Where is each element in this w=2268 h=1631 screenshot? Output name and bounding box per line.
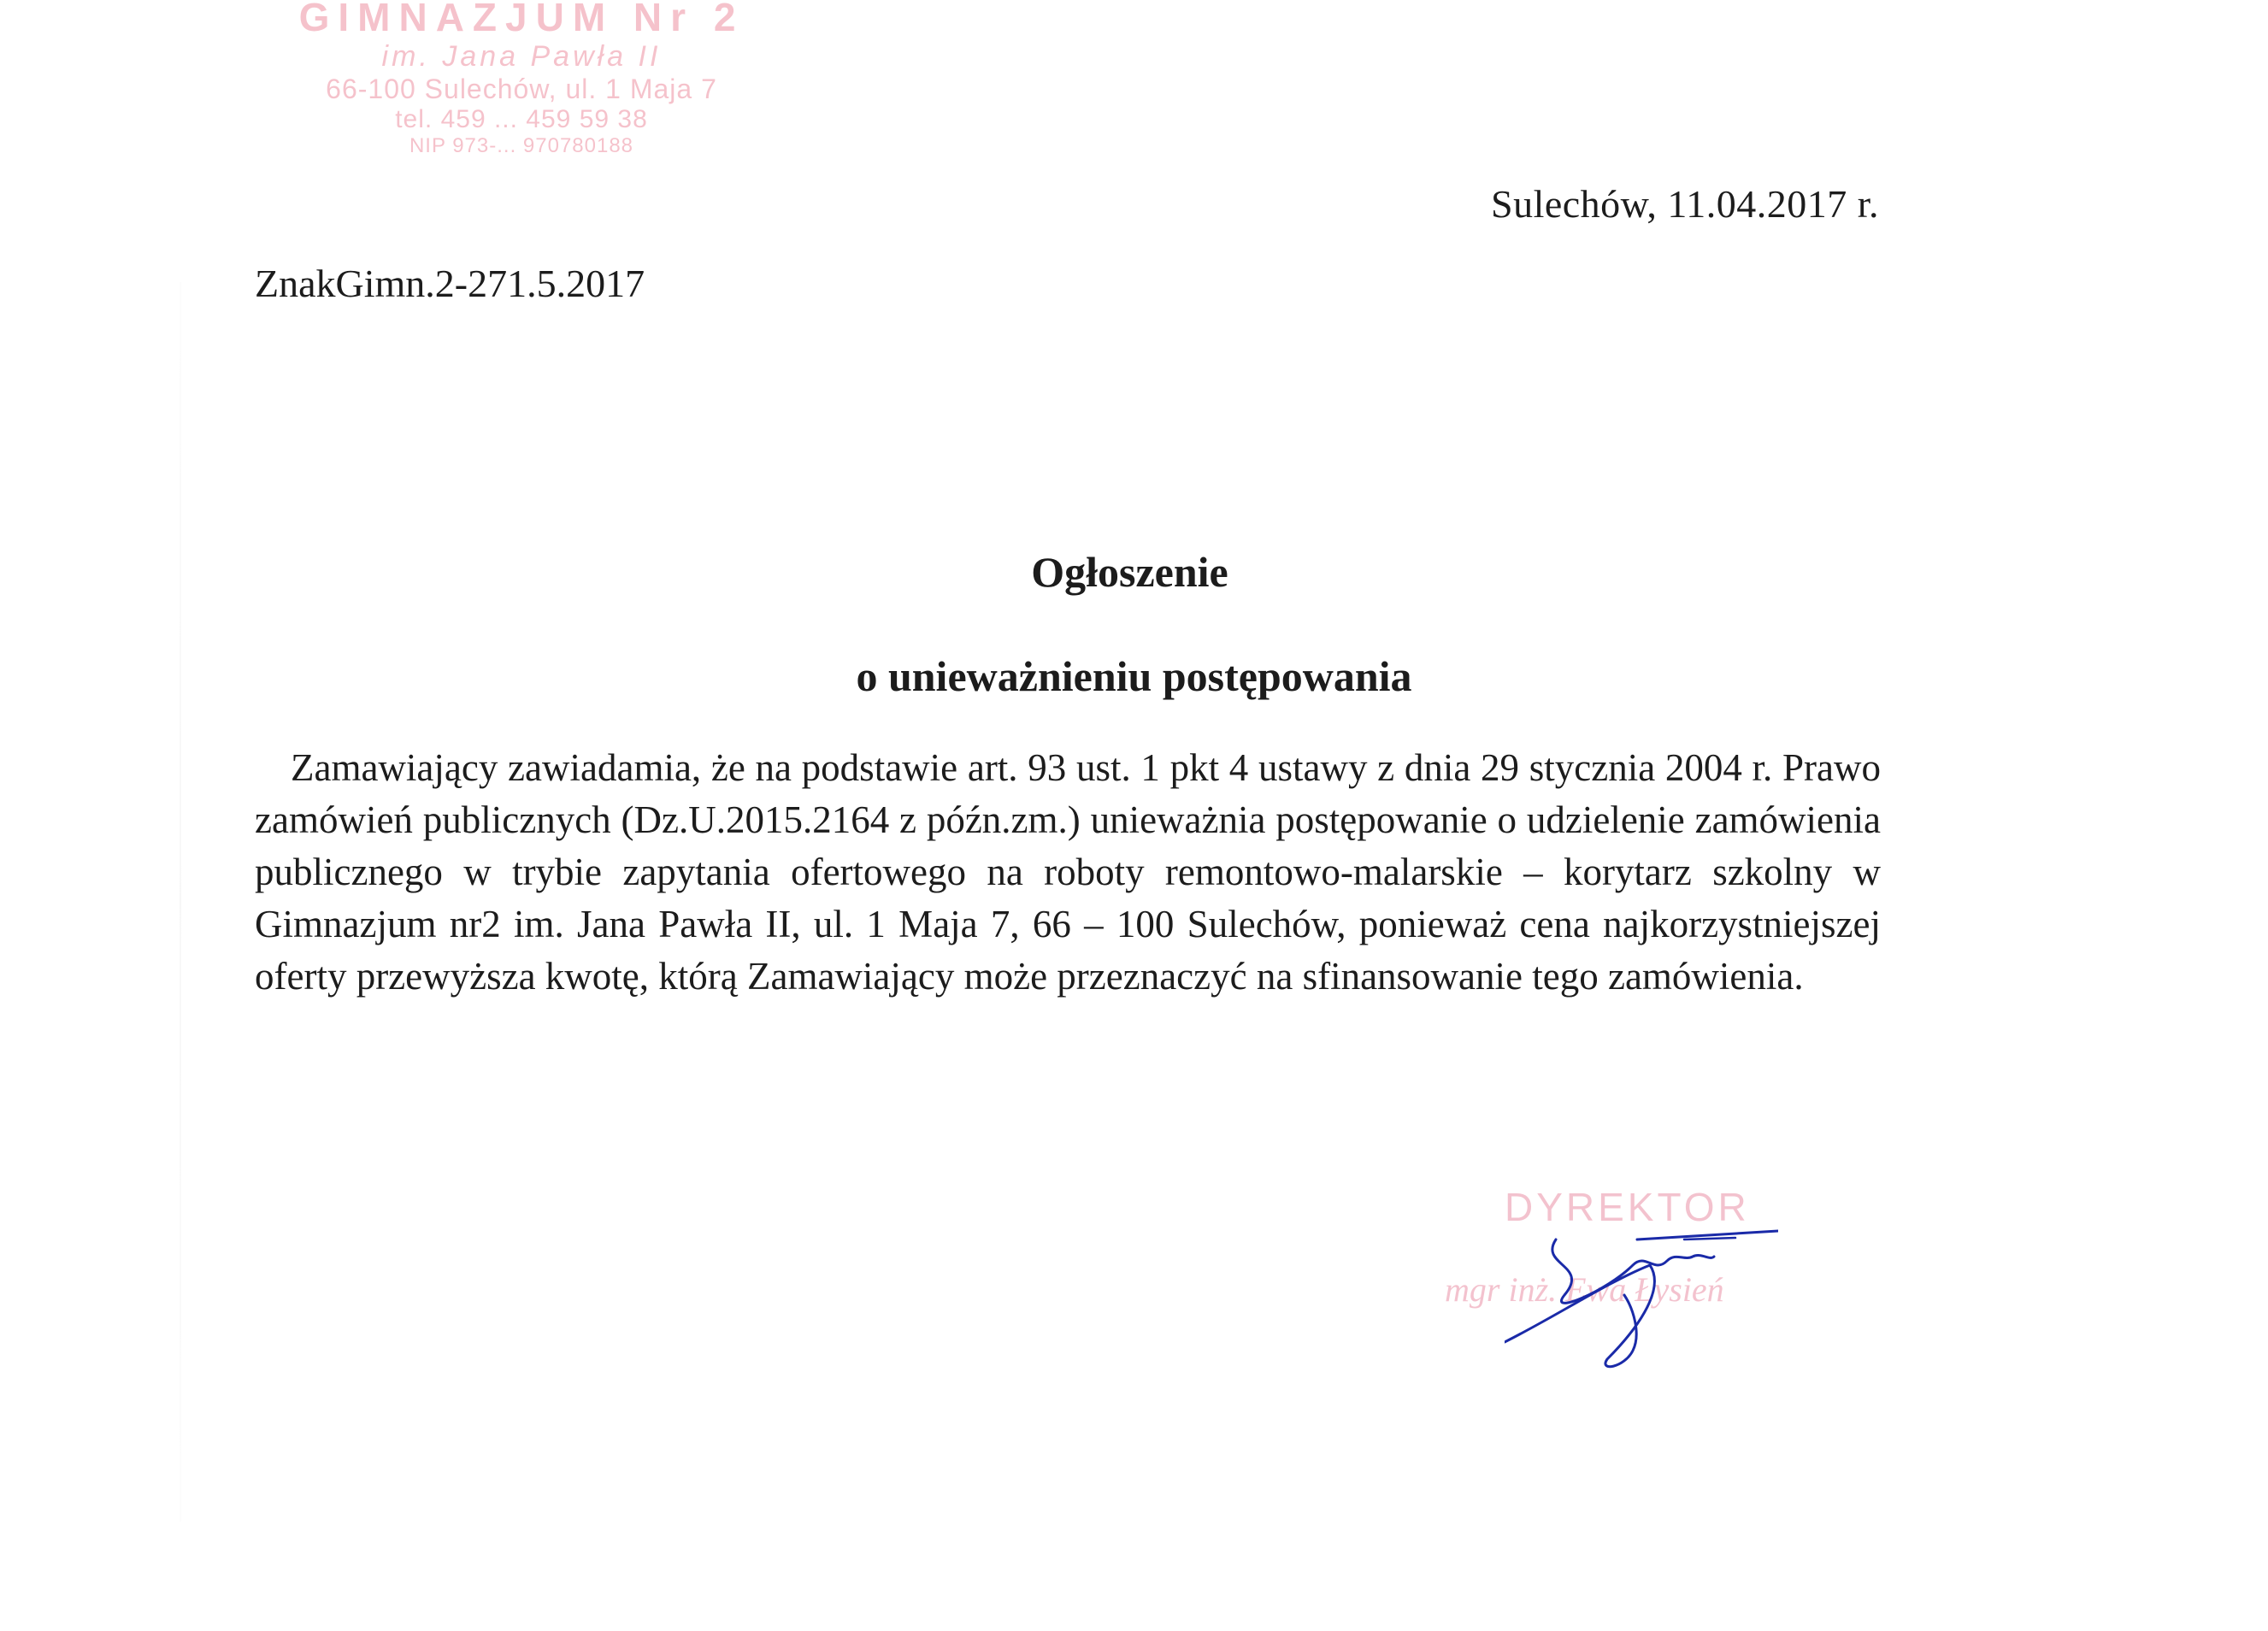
reference-number: ZnakGimn.2-271.5.2017: [255, 262, 645, 305]
stamp-line-3: 66-100 Sulechów, ul. 1 Maja 7: [326, 73, 717, 104]
signature-stroke-sweep: [1505, 1265, 1654, 1367]
title-text: Ogłoszenie: [1031, 548, 1228, 596]
stamp-line-1: GIMNAZJUM Nr 2: [298, 0, 745, 39]
body-paragraph: Zamawiający zawiadamia, że na podstawie art. 93 ust. 1 pkt 4 ustawy z dnia 29 stycznia 2004 r. Prawo zamówień publicznych (Dz.U.2015.2164 z późn.zm.) unieważnia postępowanie o udzielenie zamówienia publicznego w trybie zapytania ofertowego na roboty remontowo-malarskie – korytarz szkolny w Gimnazjum nr2 im. Jana Pawła II, ul. 1 Maja 7, 66 – 100 Sulechów, ponieważ cena najkorzystniejszej oferty przewyższa kwotę, którą Zamawiający może przeznaczyć na sfinansowanie tego zamówienia.: [255, 746, 1881, 998]
director-name: mgr inż. Ewa Łysień: [1445, 1270, 1724, 1309]
document-title: [0, 547, 2268, 597]
signature-stroke-tick: [1684, 1238, 1735, 1239]
stamp-line-5: NIP 973-... 970780188: [409, 134, 634, 158]
scan-edge: [180, 282, 181, 1522]
stamp-line-4: tel. 459 ... 459 59 38: [395, 104, 648, 133]
stamp-line-2: im. Jana Pawła II: [381, 39, 662, 73]
director-title: DYREKTOR: [1505, 1185, 1750, 1229]
handwritten-signature: [1505, 1214, 1778, 1376]
document-subtitle: o unieważnieniu postępowania: [856, 652, 1412, 700]
school-stamp: [256, 0, 786, 180]
place-and-date: Sulechów, 11.04.2017 r.: [1490, 182, 1879, 226]
